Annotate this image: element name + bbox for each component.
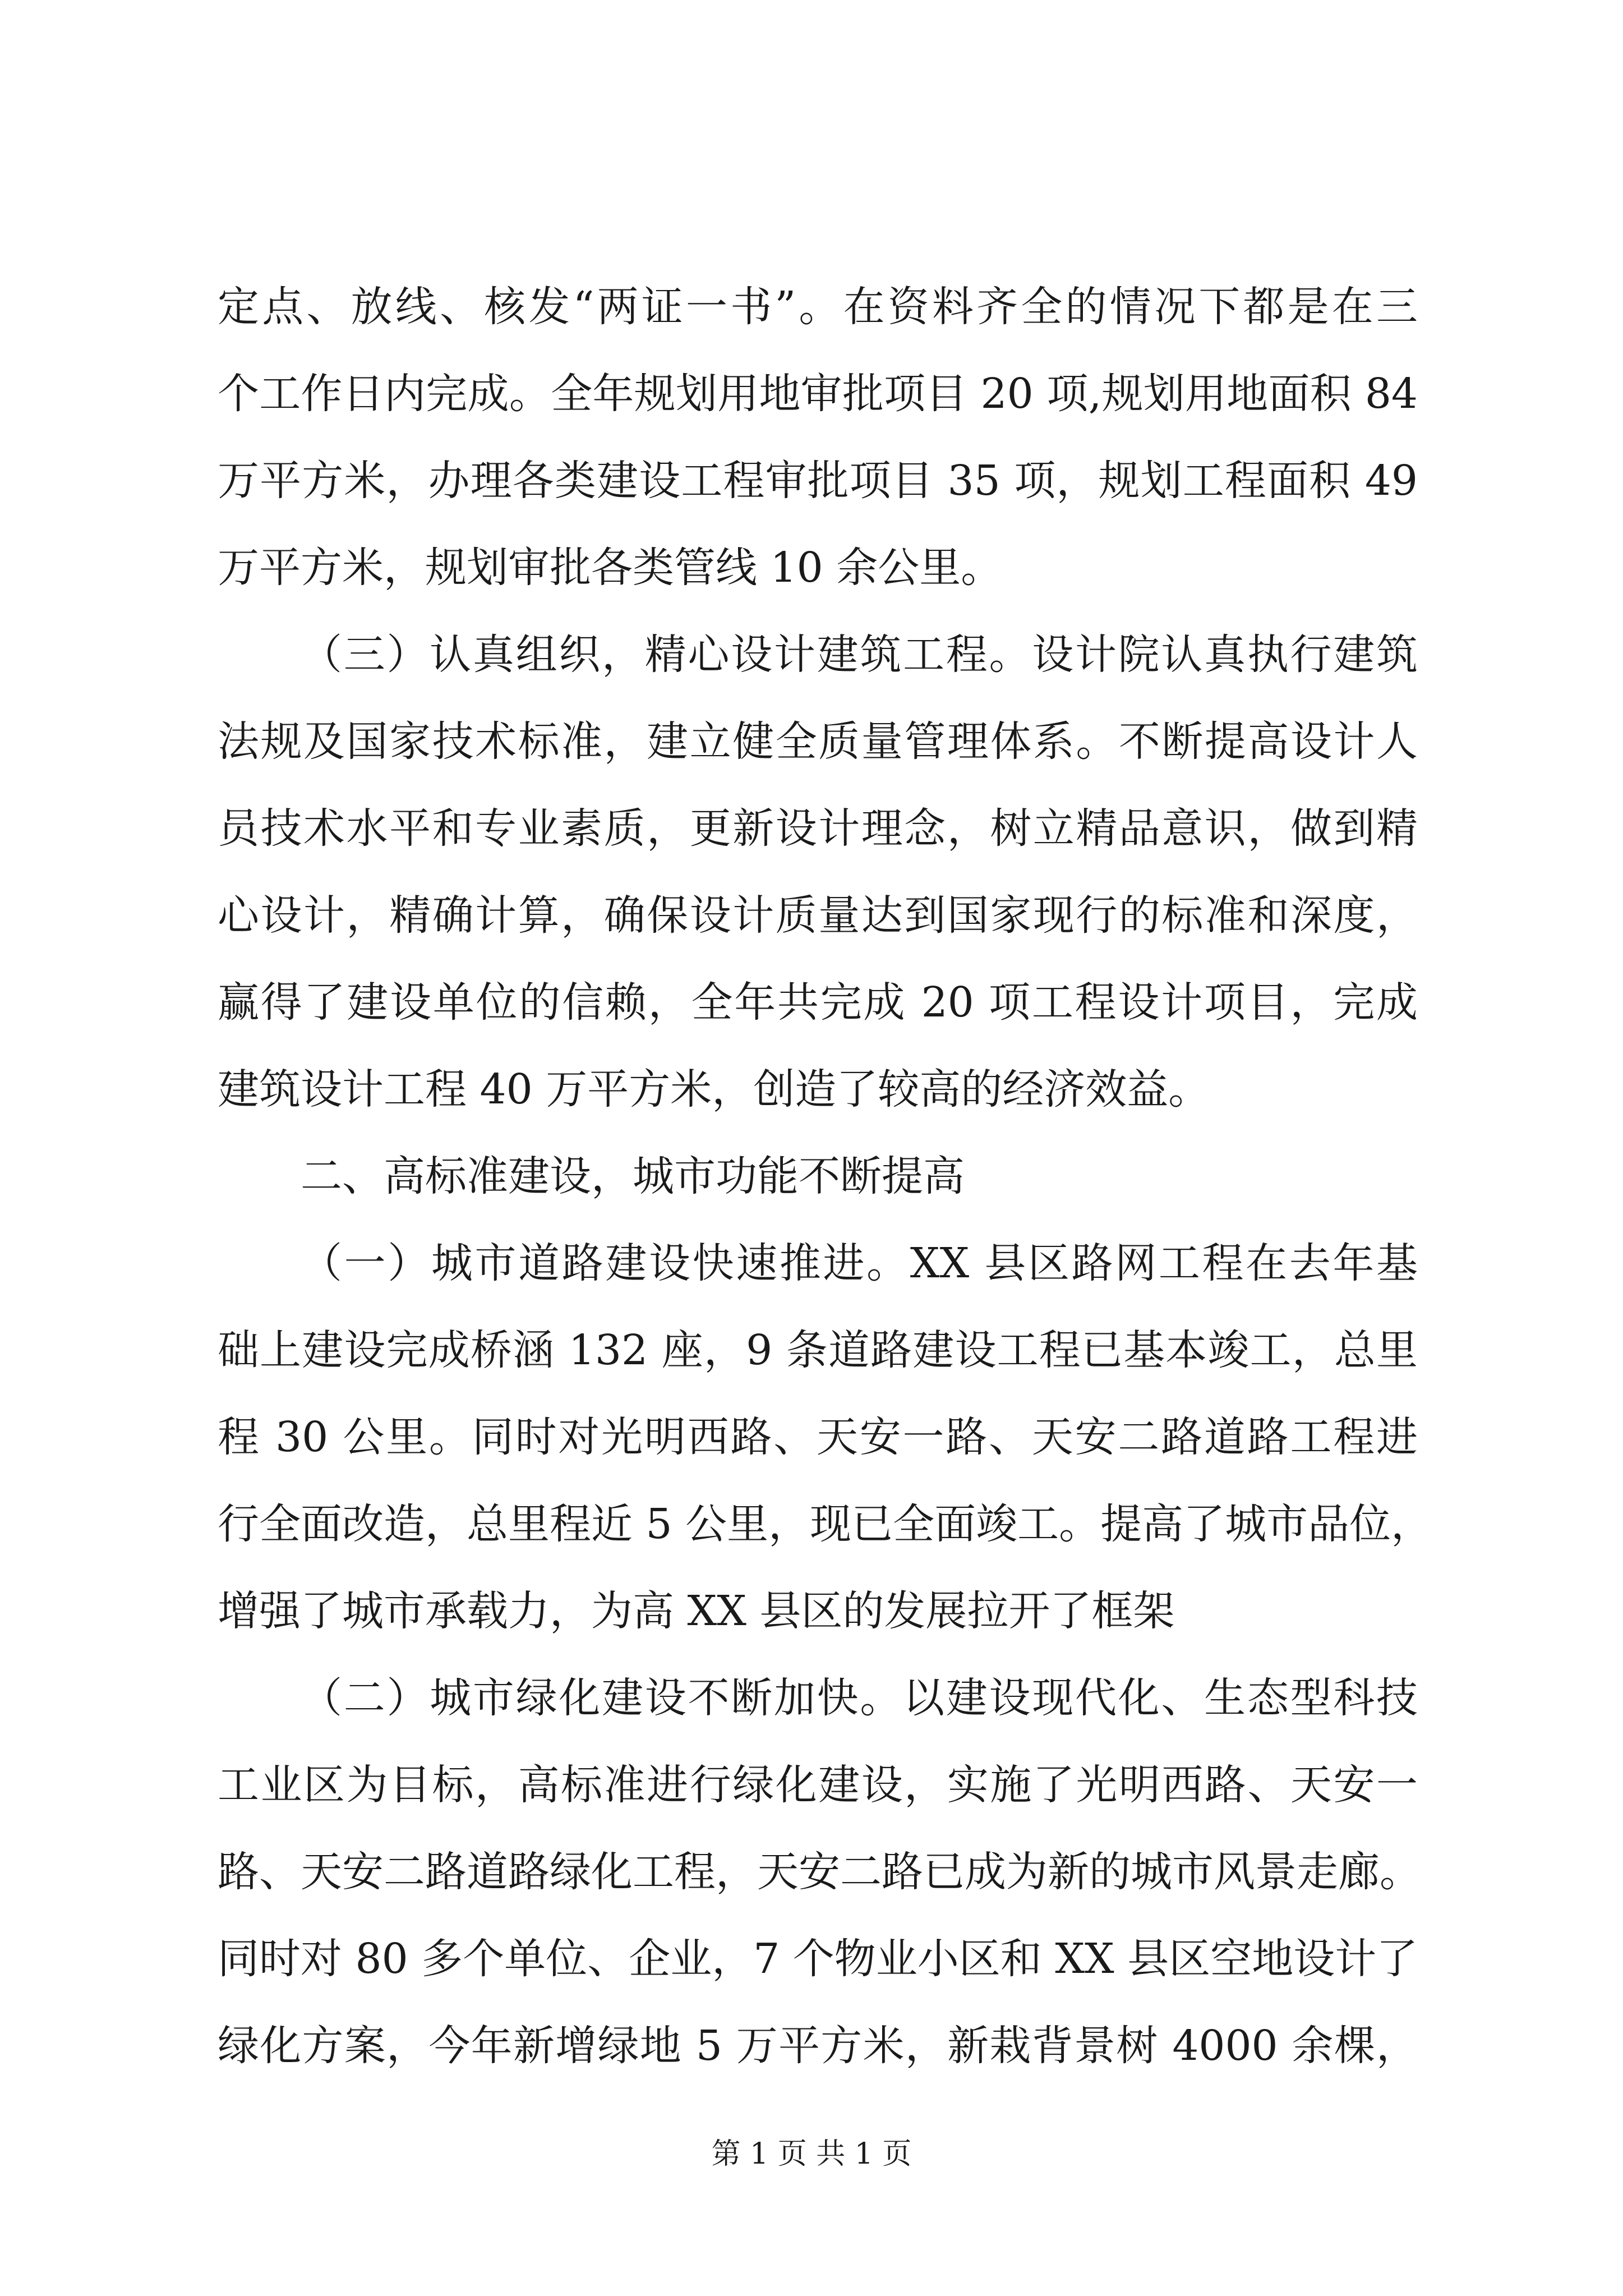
text-line: 同时对 80 多个单位、企业，7 个物业小区和 XX 县区空地设计了	[218, 1935, 1418, 1983]
text-line: 程 30 公里。同时对光明西路、天安一路、天安二路道路工程进	[218, 1413, 1418, 1461]
text-line: （三）认真组织，精心设计建筑工程。设计院认真执行建筑	[301, 631, 1418, 679]
text-line: 心设计，精确计算，确保设计质量达到国家现行的标准和深度，	[218, 891, 1418, 940]
text-line: 定点、放线、核发“两证一书”。在资料齐全的情况下都是在三	[218, 283, 1418, 331]
text-line: 法规及国家技术标准，建立健全质量管理体系。不断提高设计人	[218, 717, 1418, 766]
text-line: 二、高标准建设，城市功能不断提高	[301, 1152, 965, 1200]
text-line: 万平方米，规划审批各类管线 10 余公里。	[218, 544, 1003, 592]
text-line: （一）城市道路建设快速推进。XX 县区路网工程在去年基	[301, 1239, 1418, 1287]
page-footer: 第 1 页 共 1 页	[711, 2137, 912, 2171]
text-line: 万平方米，办理各类建设工程审批项目 35 项，规划工程面积 49	[218, 457, 1418, 505]
text-line: 增强了城市承载力，为高 XX 县区的发展拉开了框架	[218, 1587, 1175, 1635]
text-line: （二）城市绿化建设不断加快。以建设现代化、生态型科技	[301, 1674, 1418, 1722]
text-line: 员技术水平和专业素质，更新设计理念，树立精品意识，做到精	[218, 804, 1418, 853]
text-line: 路、天安二路道路绿化工程，天安二路已成为新的城市风景走廊。	[218, 1848, 1421, 1896]
text-line: 个工作日内完成。全年规划用地审批项目 20 项,规划用地面积 84	[218, 370, 1418, 418]
text-line: 建筑设计工程 40 万平方米，创造了较高的经济效益。	[218, 1065, 1210, 1114]
text-line: 础上建设完成桥涵 132 座，9 条道路建设工程已基本竣工，总里	[218, 1326, 1418, 1374]
document-body	[218, 264, 1433, 2090]
text-line: 绿化方案，今年新增绿地 5 万平方米，新栽背景树 4000 余棵，	[218, 2022, 1418, 2070]
text-line: 工业区为目标，高标准进行绿化建设，实施了光明西路、天安一	[218, 1761, 1418, 1809]
text-line: 赢得了建设单位的信赖，全年共完成 20 项工程设计项目，完成	[218, 978, 1418, 1027]
text-line: 行全面改造，总里程近 5 公里，现已全面竣工。提高了城市品位，	[218, 1500, 1433, 1548]
